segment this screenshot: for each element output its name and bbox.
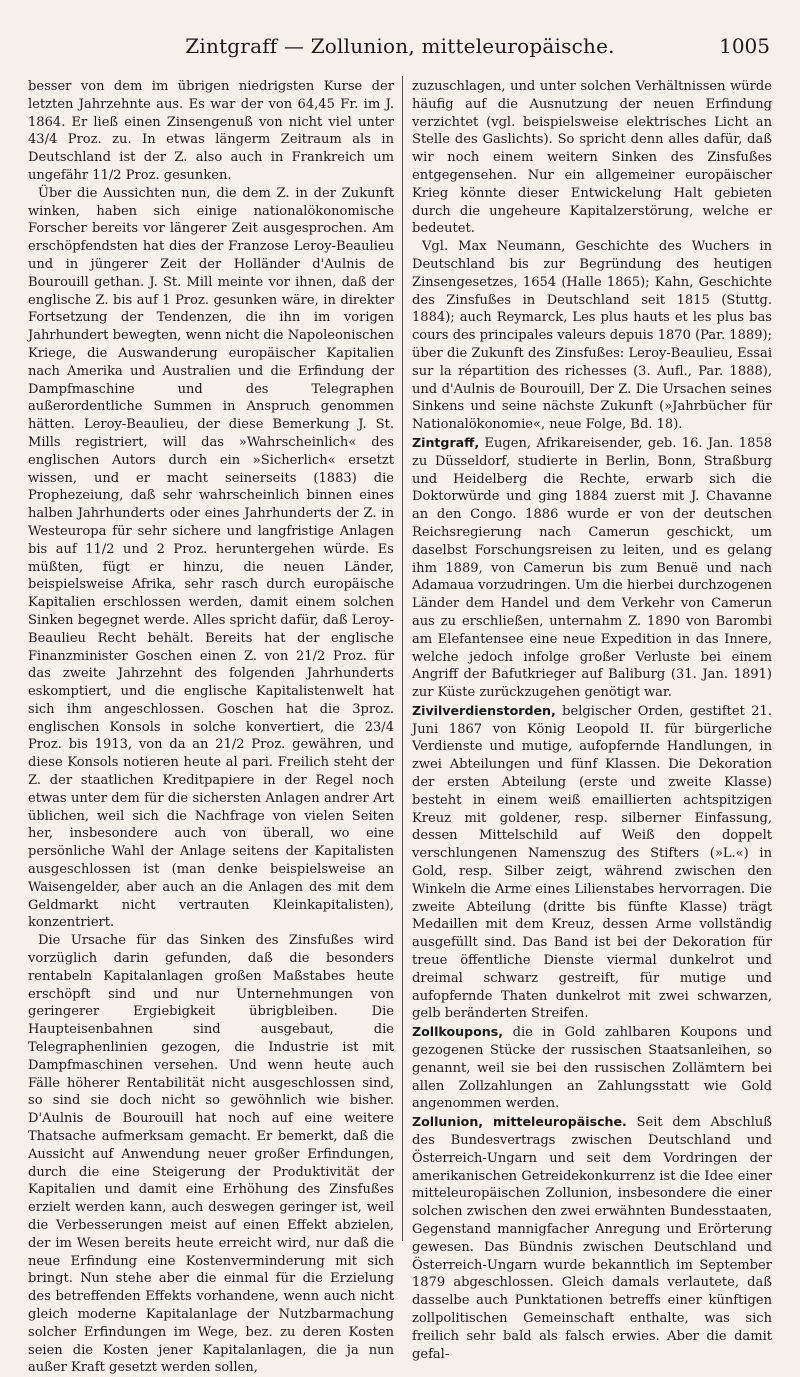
bibliography-paragraph xyxy=(412,238,772,434)
running-title: Zintgraff — Zollunion, mitteleuropäische. xyxy=(185,34,615,58)
entry-text: die in Gold zahlbaren Koupons und gezogenen Stücke der russischen Staatsanleihen, so genannt, weil sie bei den russischen Zollämtern bei allen Zollzahlungen an Zahlungsstatt wie Gold angenommen werden. xyxy=(412,1025,772,1112)
headword: Zintgraff, xyxy=(412,434,480,450)
paragraph-text: Vgl. Max Neumann, Geschichte des Wuchers in Deutschland bis zur Begründung des heutigen Zinsengesetzes, 1654 (Halle 1865); Kahn, Geschichte des Zinsfußes in Deutschland seit 1815 (Stuttg. 1884); auch Reymarck, Les plus hauts et les plus bas cours des principales valeurs depuis 1870 (Par. 1889); über die Zukunft des Zinsfußes: Leroy-Beaulieu, Essai sur la répartition des richesses (3. Aufl., Par. 1888), und d'Aulnis de Bourouill, Der Z. Die Ursachen seines Sinkens und seine nächste Zukunft (»Jahrbücher für Nationalökonomie«, neue Folge, Bd. 18). xyxy=(412,239,772,433)
paragraph: besser von dem im übrigen niedrigsten Kurse der letzten Jahrzehnte aus. Es war der von 64,45 Fr. im J. 1864. Er ließ einen Zinsengenuß von nicht viel unter 43/4 Proz. zu. In etwas längerm Zeitraum als in Deutschland ist der Z. also auch in Frankreich um ungefähr 11/2 Proz. gesunken. xyxy=(28,79,394,183)
headword: Zivilverdienstorden, xyxy=(412,702,556,718)
paragraph-text: zuzuschlagen, und unter solchen Verhältnissen würde häufig auf die Ausnutzung der neuen Erfindung verzichtet (vgl. beispielsweise elektrisches Licht an Stelle des Gaslichts). So spricht denn alles dafür, daß wir noch einem weitern Sinken des Zinsfußes entgegensehen. Nur ein allgemeiner europäischer Krieg könnte dieser Entwickelung Halt gebieten durch die ungeheure Kapitalzerstörung, welche er bedeutet. xyxy=(412,79,772,237)
entry-text: Eugen, Afrikareisender, geb. 16. Jan. 1858 zu Düsseldorf, studierte in Berlin, Bonn, Straßburg und Heidelberg die Rechte, erwarb sich die Doktorwürde und ging 1884 zuerst mit J. Chavanne an den Congo. 1886 wurde er von der deutschen Reichsregierung nach Camerun geschickt, um daselbst Forschungsreisen zu leiten, und es gelang ihm 1889, von Camerun bis zum Benuë und nach Adamaua vorzudringen. Um die hierbei durchzogenen Länder dem Handel und dem Verkehr von Camerun aus zu erschließen, unternahm Z. 1890 von Barombi am Elefantensee eine neue Expedition in das Innere, welche jedoch infolge großer Verluste bei einem Angriff der Bafutkrieger auf Baliburg (31. Jan. 1891) zur Küste zurückzugehen genötigt war. xyxy=(412,435,772,701)
right-column xyxy=(412,78,772,1363)
page-header xyxy=(0,34,800,68)
paragraph xyxy=(412,78,772,238)
entry-zivilverdienstorden xyxy=(412,702,772,1023)
entry-zintgraff xyxy=(412,434,772,702)
entry-zollkoupons xyxy=(412,1023,772,1113)
paragraph: Über die Aussichten nun, die dem Z. in der Zukunft winken, haben sich einige nationalökonomische Forscher bereits vor längerer Zeit ausgesprochen. Am erschöpfendsten hat dies der Franzose Leroy-Beaulieu und in jüngerer Zeit der Holländer d'Aulnis de Bourouill gethan. J. St. Mill meinte vor ihnen, daß der englische Z. bis auf 1 Proz. gesunken wäre, in direkter Fortsetzung der Tendenzen, die ihn im vorigen Jahrhundert bewegten, wenn nicht die Napoleonischen Kriege, die Auswanderung europäischer Kapitalien nach Amerika und Australien und die Erfindung der Dampfmaschine und des Telegraphen außerordentliche Summen in Anspruch genommen hätten. Leroy-Beaulieu, der diese Bemerkung J. St. Mills registriert, will das »Wahrscheinlich« des englischen Autors durch ein »Sicherlich« ersetzt wissen, und er macht seinerseits (1883) die Prophezeiung, daß sehr wahrscheinlich binnen eines halben Jahrhunderts oder eines Jahrhunderts der Z. in Westeuropa für sehr sichere und langfristige Anlagen bis auf 11/2 und 2 Proz. heruntergehen würde. Es müßten, fügt er hinzu, die neuen Länder, beispielsweise Afrika, sehr rasch durch europäische Kapitalien erschlossen werden, damit einem solchen Sinken begegnet werde. Alles spricht dafür, daß Leroy-Beaulieu Recht behält. Bereits hat der englische Finanzminister Goschen einen Z. von 21/2 Proz. für das zweite Jahrzehnt des folgenden Jahrhunderts eskomptiert, und die englische Kapitalistenwelt hat sich ihm angeschlossen. Goschen hat die 3proz. englischen Konsols in solche konvertiert, die 23/4 Proz. bis 1913, von da an 21/2 Proz. gewähren, und diese Konsols notieren heute al pari. Freilich steht der Z. der staatlichen Kreditpapiere in der Regel noch etwas unter dem für die sichersten Anlagen andrer Art üblichen, weil sich die Nachfrage von vielen Seiten her, insbesondere auch von überall, wo eine persönliche Wahl der Anlage seitens der Kapitalisten ausgeschlossen ist (man denke beispielsweise an Waisengelder, aber auch an die Anlagen des mit dem Geldmarkt nicht vertrauten Kleinkapitalisten), konzentriert. xyxy=(28,185,394,931)
headword: Zollunion, mitteleuropäische. xyxy=(412,1114,627,1130)
entry-zollunion xyxy=(412,1113,772,1363)
page-number: 1005 xyxy=(719,34,770,58)
headword: Zollkoupons, xyxy=(412,1024,503,1040)
left-column xyxy=(28,78,394,1377)
paragraph: Die Ursache für das Sinken des Zinsfußes wird vorzüglich darin gefunden, daß die besonders rentabeln Kapitalanlagen großen Maßstabes heute erschöpft sind und nur Unternehmungen von geringerer Ergiebigkeit übrigbleiben. Die Haupteisenbahnen sind ausgebaut, die Telegraphenlinien gezogen, die Industrie ist mit Dampfmaschinen versehen. Und wenn heute auch Fälle höherer Rentabilität nicht ausgeschlossen sind, so sind sie doch nicht so gewöhnlich wie bisher. D'Aulnis de Bourouill hat noch auf eine weitere Thatsache aufmerksam gemacht. Er bemerkt, daß die Aussicht auf Anwendung neuer großer Erfindungen, durch die eine Steigerung der Produktivität der Kapitalien und damit eine Erhöhung des Zinsfußes erzielt werden kann, auch deswegen geringer ist, weil die Verbesserungen meist auf einen Effekt abzielen, der im Wesen bereits heute erreicht wird, nur daß die neue Erfindung eine Kostenverminderung mit sich bringt. Nun stehe aber die einmal für die Erzielung des betreffenden Effekts vorhandene, wenn auch nicht gleich moderne Kapitalanlage der Nutzbarmachung solcher Erfindungen im Wege, bez. zu deren Kosten seien die Kosten jener Kapitalanlagen, die ja nun außer Kraft gesetzt werden sollen, xyxy=(28,933,394,1376)
entry-text: Seit dem Abschluß des Bundesvertrags zwischen Deutschland und Österreich-Ungarn und seit dem Vordringen der amerikanischen Getreidekonkurrenz ist die Idee einer mitteleuropäischen Zollunion, insbesondere die einer solchen zwischen den zwei erwähnten Bundesstaaten, Gegenstand mannigfacher Anregung und Erörterung gewesen. Das Bündnis zwischen Deutschland und Österreich-Ungarn wurde bekanntlich im September 1879 abgeschlossen. Gleich damals verlautete, daß dasselbe auch Punktationen betreffs einer künftigen zollpolitischen Gemeinschaft enthalte, was sich freilich sehr bald als falsch erwies. Aber die damit gefal- xyxy=(412,1115,772,1362)
entry-text: belgischer Orden, gestiftet 21. Juni 1867 von König Leopold II. für bürgerliche Verdienste und mutige, aufopfernde Handlungen, in zwei Abteilungen und fünf Klassen. Die Dekoration der ersten Abteilung (erste und zweite Klasse) besteht in einem weiß emaillierten achtspitzigen Kreuz mit goldener, resp. silberner Einfassung, dessen Mittelschild auf Weiß den doppelt verschlungenen Namenszug des Stifters (»L.«) in Gold, resp. Silber zeigt, während zwischen den Winkeln die Arme eines Lilienstabes hervorragen. Die zweite Abteilung (dritte bis fünfte Klasse) trägt Medaillen mit dem Kreuz, dessen Arme vollständig ausgefüllt sind. Das Band ist bei der Dekoration für treue öffentliche Dienste viermal dunkelrot und dreimal schwarz gestreift, für mutige und aufopfernde Thaten dunkelrot mit zwei schwarzen, gelb beränderten Streifen. xyxy=(412,703,772,1022)
column-divider xyxy=(402,76,403,1241)
